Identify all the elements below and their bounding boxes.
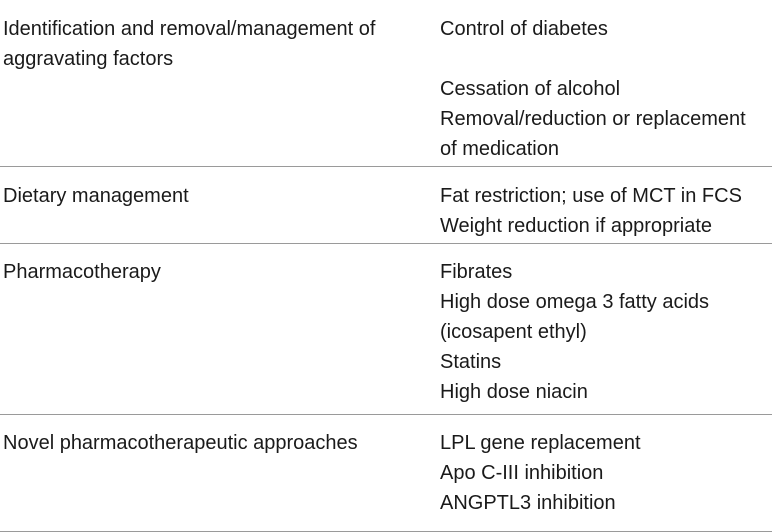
item-line: of medication xyxy=(440,138,559,160)
item-line: Control of diabetes xyxy=(440,18,608,40)
category-cell xyxy=(3,181,413,211)
item-line: Apo C-III inhibition xyxy=(440,462,604,484)
item-line: Cessation of alcohol xyxy=(440,78,621,100)
item-line: ANGPTL3 inhibition xyxy=(440,492,616,514)
category-line: Pharmacotherapy xyxy=(3,261,161,283)
item-line: LPL gene replacement xyxy=(440,432,641,454)
table-row xyxy=(0,244,772,415)
item-line: Fibrates xyxy=(440,261,513,283)
category-cell xyxy=(3,428,413,458)
item-line: High dose niacin xyxy=(440,381,588,403)
category-cell xyxy=(3,14,413,74)
item-line: Removal/reduction or replacement xyxy=(440,108,746,130)
table-row xyxy=(0,415,772,532)
category-line: aggravating factors xyxy=(3,48,174,70)
items-cell xyxy=(440,181,770,241)
item-line: (icosapent ethyl) xyxy=(440,321,587,343)
items-cell xyxy=(440,428,770,518)
item-line: Fat restriction; use of MCT in FCS xyxy=(440,185,742,207)
category-line: Novel pharmacotherapeutic approaches xyxy=(3,432,358,454)
item-line: Statins xyxy=(440,351,502,373)
category-line: Dietary management xyxy=(3,185,189,207)
category-line: Identification and removal/management of xyxy=(3,18,376,40)
item-line: High dose omega 3 fatty acids xyxy=(440,291,710,313)
table-row xyxy=(0,0,772,167)
items-cell xyxy=(440,257,770,407)
table-row xyxy=(0,167,772,244)
item-line: Weight reduction if appropriate xyxy=(440,215,713,237)
items-cell xyxy=(440,14,770,164)
category-cell xyxy=(3,257,413,287)
